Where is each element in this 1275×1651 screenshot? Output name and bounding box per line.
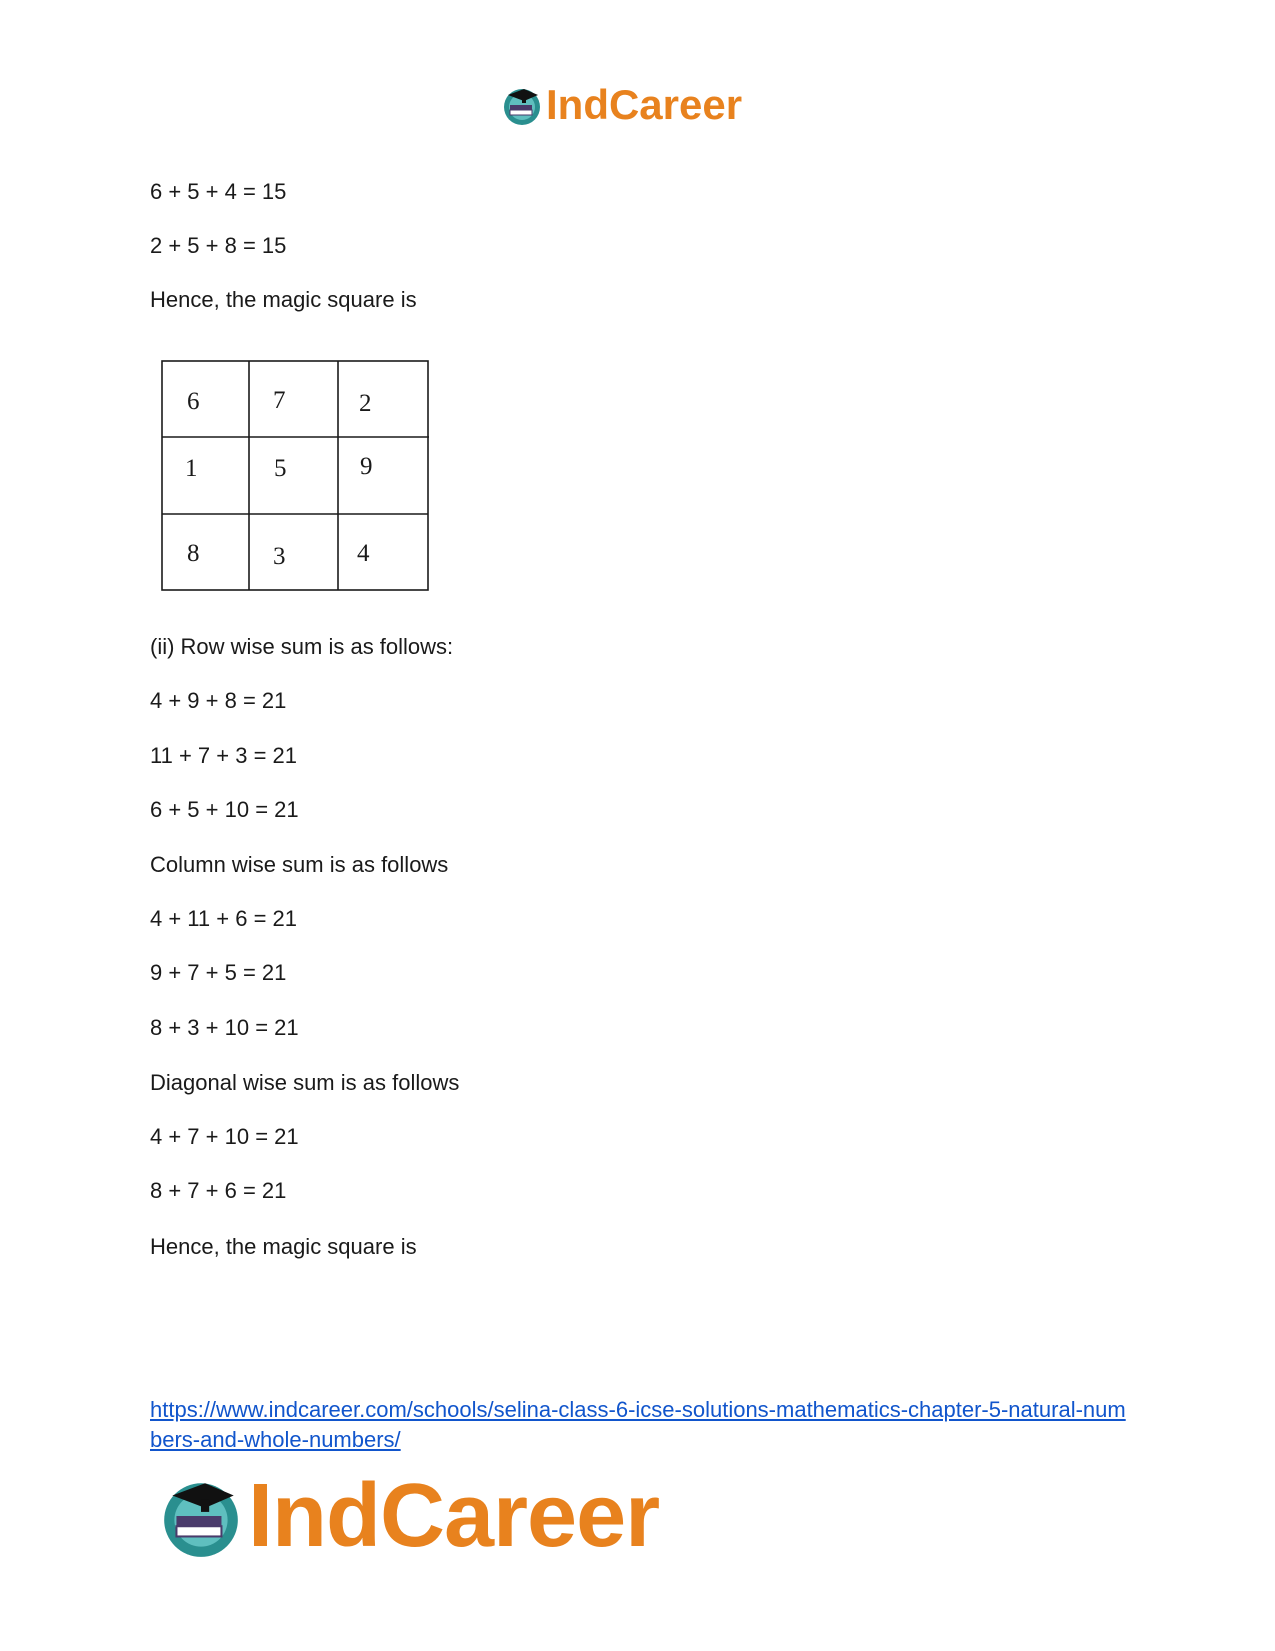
text-line: Hence, the magic square is [150, 287, 417, 312]
magic-square-cell: 2 [359, 390, 372, 417]
magic-square-cell: 1 [185, 455, 198, 482]
text-line: Diagonal wise sum is as follows [150, 1070, 460, 1095]
magic-square-cell: 4 [357, 540, 370, 567]
text-line: 4 + 9 + 8 = 21 [150, 688, 287, 713]
footer-logo-text: IndCareer [248, 1466, 660, 1566]
text-line: 11 + 7 + 3 = 21 [150, 743, 297, 768]
footer-logo [160, 1468, 700, 1564]
text-line: 6 + 5 + 10 = 21 [150, 797, 299, 822]
text-line: Hence, the magic square is [150, 1234, 417, 1259]
book-globe-icon [160, 1471, 242, 1561]
text-line: (ii) Row wise sum is as follows: [150, 634, 454, 659]
magic-square-cell: 7 [273, 387, 286, 414]
book-globe-icon [502, 83, 542, 127]
text-line: 2 + 5 + 8 = 15 [150, 233, 287, 258]
text-line: 8 + 7 + 6 = 21 [150, 1178, 287, 1203]
magic-square-cell: 3 [273, 543, 286, 570]
text-line: Column wise sum is as follows [150, 852, 449, 877]
magic-square-cell: 5 [274, 455, 287, 482]
text-line: 4 + 11 + 6 = 21 [150, 906, 297, 931]
source-link[interactable]: https://www.indcareer.com/schools/selina-class-6-icse-solutions-mathematics-chapter-5-natural-numbers-and-whole-numbers/ [150, 1397, 1126, 1452]
text-line: 8 + 3 + 10 = 21 [150, 1015, 299, 1040]
magic-square-cell: 6 [187, 388, 200, 415]
text-line: 6 + 5 + 4 = 15 [150, 179, 287, 204]
magic-square-cell: 9 [360, 453, 373, 480]
magic-square-cell: 8 [187, 540, 200, 567]
header-logo-text: IndCareer [546, 81, 743, 128]
text-line: 9 + 7 + 5 = 21 [150, 960, 287, 985]
text-line: 4 + 7 + 10 = 21 [150, 1124, 299, 1149]
magic-square-table [161, 360, 429, 591]
header-logo [502, 80, 772, 130]
